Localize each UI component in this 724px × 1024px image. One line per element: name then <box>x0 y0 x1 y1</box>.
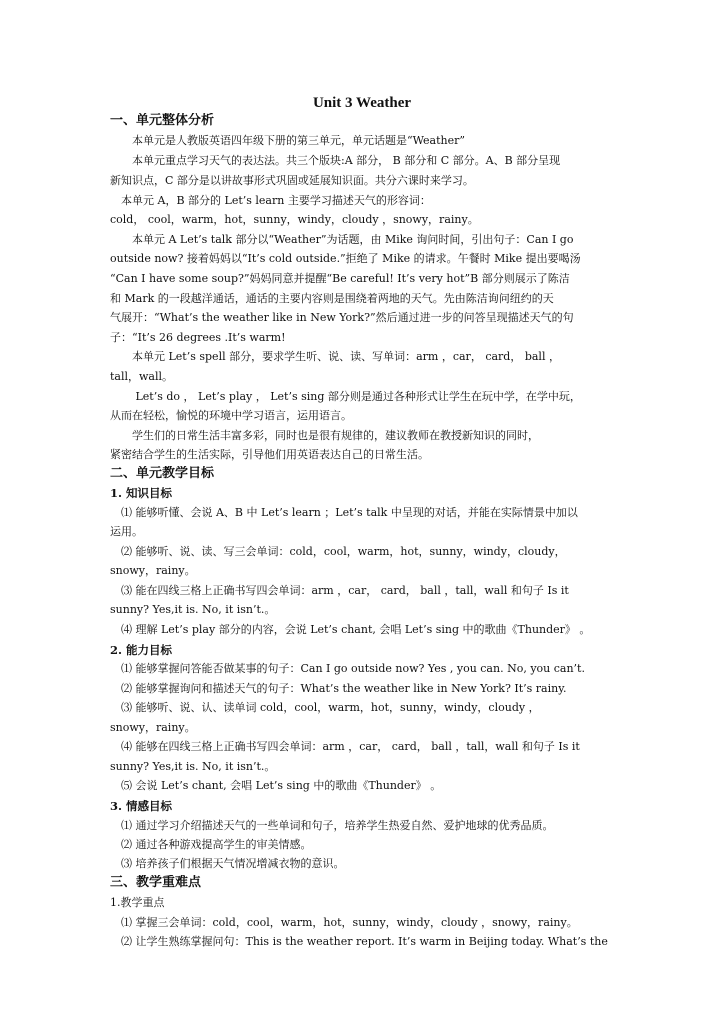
paragraph-line: outside now? 接着妈妈以“It’s cold outside.”拒绝了 Mike 的请求。午餐时 Mike 提出要喝汤 <box>110 252 581 265</box>
paragraph-line: 紧密结合学生的生活实际，引导他们用英语表达自己的日常生活。 <box>110 448 429 461</box>
paragraph-line: 本单元重点学习天气的表达法。共三个版块:A 部分， B 部分和 C 部分。A、B 部分呈现 <box>110 154 561 167</box>
list-item: ⑷ 理解 Let’s play 部分的内容，会说 Let’s chant, 会唱 Let’s sing 中的歌曲《Thunder》 。 <box>110 623 591 636</box>
paragraph-line: 本单元 A Let’s talk 部分以“Weather”为话题，由 Mike 询问时间，引出句子：Can I go <box>110 233 574 246</box>
subheading-knowledge: 1. 知识目标 <box>110 486 173 500</box>
section-heading-goals: 二、单元教学目标 <box>110 466 215 481</box>
subheading-emotion: 3. 情感目标 <box>110 799 173 813</box>
list-item: ⑴ 通过学习介绍描述天气的一些单词和句子，培养学生热爱自然、爱护地球的优秀品质。 <box>110 819 554 832</box>
paragraph-line: 新知识点，C 部分是以讲故事形式巩固或延展知识面。共分六课时来学习。 <box>110 174 474 187</box>
list-item: ⑵ 能够掌握询问和描述天气的句子：What’s the weather like in New York? It’s rainy. <box>110 682 567 695</box>
section-heading-keypoints: 三、教学重难点 <box>110 875 202 890</box>
list-item: ⑴ 能够听懂、会说 A、B 中 Let’s learn ；Let’s talk 中呈现的对话，并能在实际情景中加以 <box>110 506 578 519</box>
list-item-continuation: snowy，rainy。 <box>110 721 196 734</box>
paragraph-line: tall，wall。 <box>110 370 174 383</box>
list-item: ⑵ 让学生熟练掌握问句：This is the weather report. It’s warm in Beijing today. What’s the <box>110 935 608 948</box>
list-item: ⑶ 能够听、说、认、读单词 cold，cool，warm，hot，sunny，windy，cloudy ， <box>110 701 540 714</box>
subheading-ability: 2. 能力目标 <box>110 643 173 657</box>
list-item: ⑶ 能在四线三格上正确书写四会单词：arm ，car， card， ball ，tall，wall 和句子 Is it <box>110 584 569 597</box>
paragraph-line: 气展开：“What’s the weather like in New York?”然后通过进一步的问答呈现描述天气的句 <box>110 311 574 324</box>
paragraph-line: “Can I have some soup?”妈妈同意并提醒“Be careful! It’s very hot”B 部分则展示了陈洁 <box>110 272 570 285</box>
subheading-teaching-focus: 1.教学重点 <box>110 896 165 909</box>
list-item-continuation: sunny? Yes,it is. No, it isn’t.。 <box>110 760 276 773</box>
section-heading-analysis: 一、单元整体分析 <box>110 113 215 128</box>
list-item-continuation: 运用。 <box>110 525 143 538</box>
list-item: ⑵ 通过各种游戏提高学生的审美情感。 <box>110 838 312 851</box>
list-item: ⑴ 掌握三会单词：cold，cool，warm，hot，sunny，windy，cloudy ，snowy，rainy。 <box>110 916 578 929</box>
list-item: ⑵ 能够听、说、读、写三会单词：cold，cool，warm，hot，sunny，windy，cloudy， <box>110 545 566 558</box>
paragraph-line: 和 Mark 的一段越洋通话，通话的主要内容则是围绕着两地的天气。先由陈洁询问纽约的天 <box>110 292 554 305</box>
paragraph-line: Let’s do ， Let’s play ， Let’s sing 部分则是通过各种形式让学生在玩中学，在学中玩， <box>110 390 581 403</box>
paragraph-line: 本单元是人教版英语四年级下册的第三单元，单元话题是“Weather” <box>110 134 465 147</box>
list-item: ⑷ 能够在四线三格上正确书写四会单词：arm ，car， card， ball ，tall，wall 和句子 Is it <box>110 740 580 753</box>
paragraph-line: 从而在轻松，愉悦的环境中学习语言，运用语言。 <box>110 409 352 422</box>
document-title: Unit 3 Weather <box>312 95 412 111</box>
paragraph-line: 本单元 Let’s spell 部分，要求学生听、说、读、写单词：arm ，car， card， ball ， <box>110 350 560 363</box>
paragraph-line: 本单元 A，B 部分的 Let’s learn 主要学习描述天气的形容词： <box>110 194 431 207</box>
paragraph-line: 子：“It’s 26 degrees .It’s warm! <box>110 331 286 344</box>
list-item-continuation: sunny? Yes,it is. No, it isn’t.。 <box>110 603 276 616</box>
list-item: ⑶ 培养孩子们根据天气情况增减衣物的意识。 <box>110 857 345 870</box>
list-item: ⑴ 能够掌握问答能否做某事的句子：Can I go outside now? Yes , you can. No, you can’t. <box>110 662 585 675</box>
list-item-continuation: snowy，rainy。 <box>110 564 196 577</box>
paragraph-line: 学生们的日常生活丰富多彩，同时也是很有规律的，建议教师在教授新知识的同时， <box>110 429 539 442</box>
paragraph-line: cold， cool，warm，hot，sunny，windy，cloudy ，snowy，rainy。 <box>110 213 479 226</box>
list-item: ⑸ 会说 Let’s chant, 会唱 Let’s sing 中的歌曲《Thunder》 。 <box>110 779 442 792</box>
